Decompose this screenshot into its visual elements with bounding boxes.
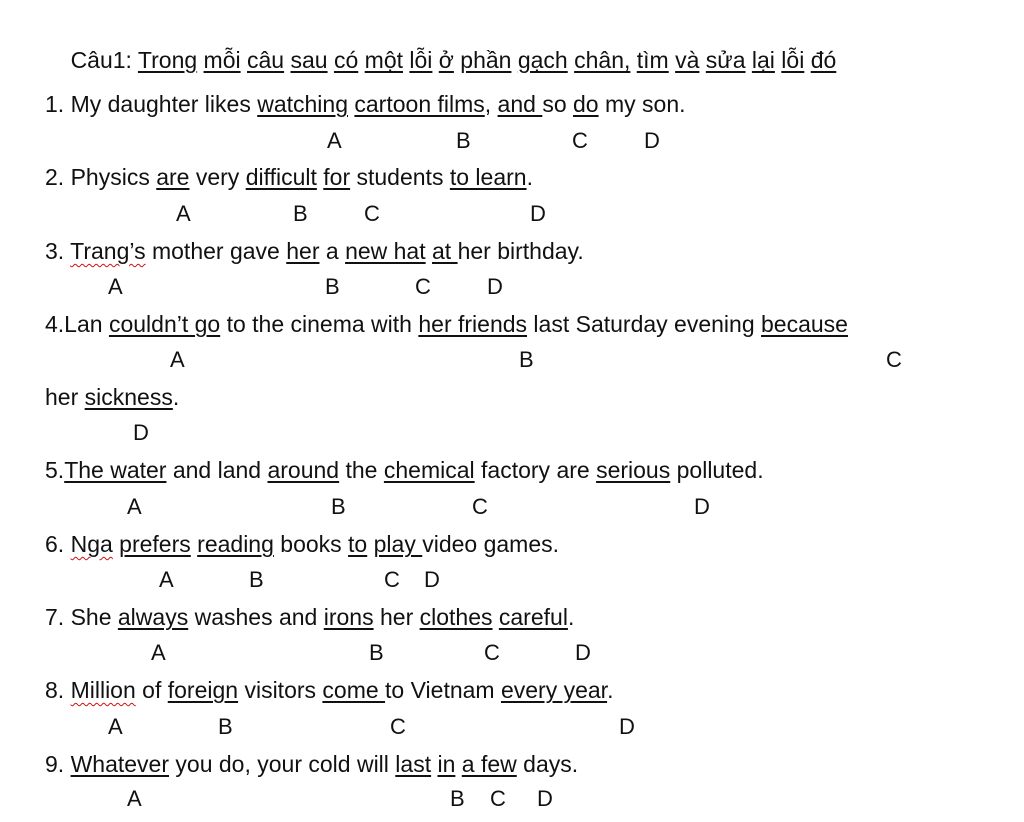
question-sentence [45, 310, 848, 338]
sentence-text: so [542, 91, 573, 117]
sentence-text: last Saturday evening [527, 311, 762, 337]
option-letter: C [390, 714, 406, 739]
underlined-option: serious [596, 457, 671, 483]
heading-word: lỗi [781, 47, 805, 73]
underlined-option: for [323, 164, 351, 190]
sentence-text: and land [166, 457, 268, 483]
underlined-option: careful [498, 604, 568, 630]
option-letter-row [0, 274, 1024, 302]
sentence-text: 6. [45, 531, 71, 557]
sentence-text: the [339, 457, 384, 483]
question-sentence [45, 750, 578, 778]
option-letter: C [472, 494, 488, 519]
option-letter: B [293, 201, 308, 226]
heading-word: câu [247, 47, 285, 73]
sentence-text: . [172, 384, 180, 410]
option-letter: C [572, 128, 588, 153]
underlined-option: her [286, 238, 320, 264]
sentence-text: polluted. [670, 457, 764, 483]
sentence-text: of [135, 677, 168, 703]
underlined-option: always [117, 604, 189, 630]
heading-word: tìm [636, 47, 669, 73]
option-letter-row [0, 420, 1024, 448]
option-letter: D [644, 128, 660, 153]
option-letter: B [519, 347, 534, 372]
option-letter: B [325, 274, 340, 299]
sentence-text: video games. [422, 531, 560, 557]
question-sentence [45, 163, 533, 191]
underlined-option: prefers [119, 531, 191, 557]
sentence-text: a [319, 238, 346, 264]
underlined-option: irons [323, 604, 374, 630]
underlined-option: Trang’s [70, 238, 146, 264]
question-sentence [45, 456, 764, 484]
sentence-text: my son. [598, 91, 686, 117]
heading-word: và [675, 47, 700, 73]
underlined-option: watching [257, 91, 348, 117]
option-letter: B [249, 567, 264, 592]
sentence-text: her birthday. [457, 238, 584, 264]
heading-word: sửa [705, 47, 746, 73]
sentence-text: students [350, 164, 450, 190]
option-letter-row [0, 347, 1024, 375]
option-letter: D [133, 420, 149, 445]
heading-word: ở [438, 47, 454, 73]
sentence-text: factory are [474, 457, 597, 483]
sentence-text: 3. [45, 238, 71, 264]
underlined-option: play [373, 531, 423, 557]
option-letter: A [159, 567, 174, 592]
sentence-text: you do, your cold will [169, 751, 396, 777]
option-letter: A [108, 274, 123, 299]
sentence-text: . [607, 677, 614, 703]
option-letter-row [0, 201, 1024, 229]
heading-word: một [364, 47, 403, 73]
question-sentence [45, 603, 574, 631]
heading-word: lỗi [409, 47, 433, 73]
underlined-option: to learn [449, 164, 527, 190]
option-letter: B [331, 494, 346, 519]
sentence-text: 8. [45, 677, 71, 703]
question-sentence [45, 383, 179, 411]
underlined-option: come [322, 677, 386, 703]
sentence-text: her [45, 384, 85, 410]
underlined-option: sickness [84, 384, 173, 410]
option-letter: D [575, 640, 591, 665]
underlined-option: and [497, 91, 543, 117]
heading-prefix: Câu1: [70, 47, 138, 73]
sentence-text: 9. [45, 751, 71, 777]
option-letter-row [0, 494, 1024, 522]
option-letter: C [886, 347, 902, 372]
underlined-option: cartoon films [354, 91, 485, 117]
underlined-option: last [395, 751, 432, 777]
question-sentence [45, 90, 686, 118]
sentence-text: visitors [238, 677, 323, 703]
sentence-text: 4.Lan [45, 311, 109, 337]
option-letter: D [537, 786, 553, 811]
option-letter: C [364, 201, 380, 226]
option-letter: D [424, 567, 440, 592]
option-letter: B [218, 714, 233, 739]
option-letter: B [369, 640, 384, 665]
heading-word: lại [751, 47, 775, 73]
option-letter: D [530, 201, 546, 226]
heading-word: Trong [137, 47, 198, 73]
underlined-option: a few [461, 751, 517, 777]
underlined-option: in [437, 751, 456, 777]
sentence-text: . [526, 164, 533, 190]
sentence-text: . [567, 604, 575, 630]
option-letter: A [127, 786, 142, 811]
option-letter-row [0, 567, 1024, 595]
option-letter: B [456, 128, 471, 153]
option-letter: A [176, 201, 191, 226]
option-letter: D [487, 274, 503, 299]
underlined-option: do [573, 91, 599, 117]
underlined-option: to [348, 531, 368, 557]
sentence-text: her [373, 604, 420, 630]
sentence-text: washes and [188, 604, 324, 630]
sentence-text: 2. Physics [45, 164, 157, 190]
sentence-text: days. [516, 751, 579, 777]
option-letter: C [484, 640, 500, 665]
underlined-option: The water [64, 457, 167, 483]
underlined-option: foreign [167, 677, 239, 703]
sentence-text: mother gave [145, 238, 287, 264]
underlined-option: around [267, 457, 340, 483]
underlined-option: reading [197, 531, 274, 557]
sentence-text: to Vietnam [385, 677, 501, 703]
heading-instruction [138, 47, 836, 73]
sentence-text: books [273, 531, 349, 557]
heading-word: gạch [517, 47, 568, 73]
option-letter-row [0, 786, 1024, 814]
heading-word: chân, [574, 47, 631, 73]
heading-word: đó [810, 47, 837, 73]
underlined-option: her friends [418, 311, 528, 337]
sentence-text: , [484, 91, 498, 117]
underlined-option: every year [500, 677, 608, 703]
underlined-option: because [761, 311, 848, 337]
option-letter: C [490, 786, 506, 811]
underlined-option: difficult [245, 164, 317, 190]
underlined-option: Million [70, 677, 136, 703]
option-letter: C [415, 274, 431, 299]
sentence-text: 7. She [45, 604, 118, 630]
option-letter-row [0, 640, 1024, 668]
heading-word: mỗi [203, 47, 241, 73]
sentence-text: very [189, 164, 246, 190]
sentence-text: to the cinema with [220, 311, 419, 337]
option-letter: C [384, 567, 400, 592]
underlined-option: clothes [419, 604, 493, 630]
option-letter: A [170, 347, 185, 372]
question-sentence [45, 530, 559, 558]
underlined-option: new hat [345, 238, 426, 264]
heading-word: phần [460, 47, 512, 73]
underlined-option: Nga [70, 531, 113, 557]
option-letter: A [151, 640, 166, 665]
underlined-option: at [432, 238, 458, 264]
option-letter-row [0, 128, 1024, 156]
option-letter: A [108, 714, 123, 739]
heading-word: sau [290, 47, 328, 73]
option-letter: B [450, 786, 465, 811]
option-letter: D [694, 494, 710, 519]
question-sentence [45, 676, 613, 704]
heading-word: có [333, 47, 359, 73]
option-letter: A [327, 128, 342, 153]
option-letter: D [619, 714, 635, 739]
sentence-text: 1. My daughter likes [45, 91, 258, 117]
sentence-text: 5. [45, 457, 65, 483]
underlined-option: chemical [383, 457, 475, 483]
underlined-option: Whatever [70, 751, 170, 777]
option-letter-row [0, 714, 1024, 742]
underlined-option: are [156, 164, 190, 190]
question-sentence [45, 237, 584, 265]
underlined-option: couldn’t go [108, 311, 221, 337]
option-letter: A [127, 494, 142, 519]
